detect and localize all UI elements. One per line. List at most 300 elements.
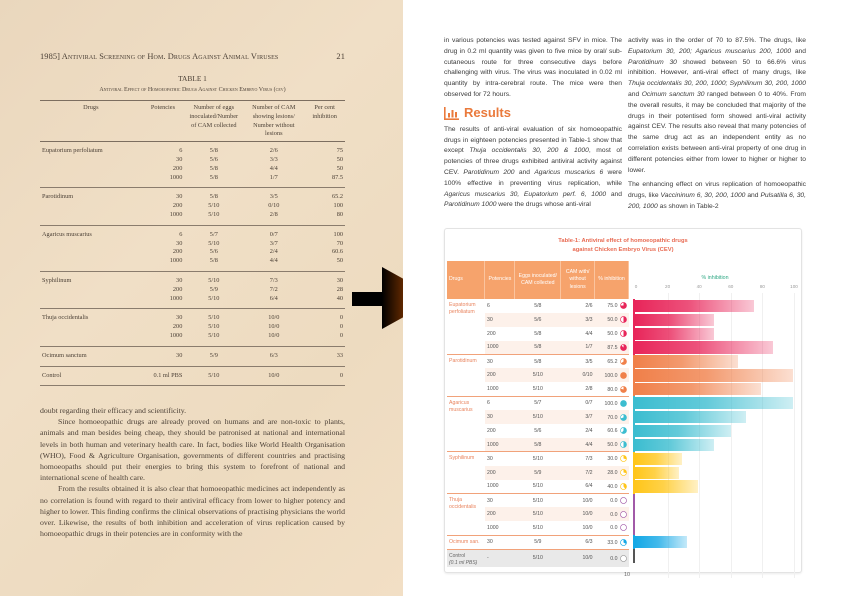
cell-inhibition xyxy=(595,438,629,452)
inhibition-bar xyxy=(635,341,773,353)
scan-cell-inhibition: 70 xyxy=(336,239,343,247)
x-tick-label: 0 xyxy=(634,284,638,289)
cell-potency xyxy=(485,424,515,438)
cell-cam xyxy=(561,424,595,438)
text-run: , most of potencies of three drugs exhibited antiviral activity against CEV. xyxy=(444,147,622,176)
cell-eggs xyxy=(515,327,561,341)
text-run: and xyxy=(514,168,535,176)
italic-text: Agaricus muscarius 6 xyxy=(534,168,604,176)
scan-table-row xyxy=(40,174,345,188)
cell-cam-value: 10/0 xyxy=(582,524,593,531)
cell-inhibition-value: 0.0 xyxy=(610,511,618,518)
scan-cell-eggs: 5/10 xyxy=(184,332,243,346)
cell-inhibition-value: 50.0 xyxy=(607,441,618,448)
scan-table-row xyxy=(40,142,345,156)
cell-eggs-value: 5/8 xyxy=(534,302,542,309)
scan-cell-cam: 6/3 xyxy=(243,346,304,366)
cell-cam xyxy=(561,410,595,424)
header-eggs: Eggs inoculated/ CAM collected xyxy=(515,261,561,299)
cell-inhibition-value: 70.0 xyxy=(607,414,618,421)
inhibition-bar xyxy=(635,328,714,340)
cell-cam xyxy=(561,480,595,494)
inhibition-bar xyxy=(635,453,682,465)
cell-cam xyxy=(561,466,595,480)
cell-cam-value: 10/0 xyxy=(582,497,593,504)
cell-potency-value: - xyxy=(486,555,489,562)
cell-eggs xyxy=(515,452,561,466)
scan-cell-eggs: 5/10 xyxy=(208,276,220,284)
scan-table-row xyxy=(40,295,345,309)
cell-eggs-value: 5/8 xyxy=(534,358,542,365)
scan-cell-inhibition: 100 xyxy=(333,230,343,238)
scan-cell-cam: 2/6 xyxy=(269,147,278,155)
cell-potency xyxy=(485,549,515,567)
scan-cell-inhibition: 80 xyxy=(304,211,345,225)
cell-potency-value: 1000 xyxy=(486,483,499,490)
cell-cam-value: 0/7 xyxy=(585,400,593,407)
cell-potency xyxy=(485,327,515,341)
text-run: were 100% effective in preventing virus replication, while xyxy=(444,168,622,187)
cell-potency-value: 200 xyxy=(486,469,496,476)
cell-potency-value: 1000 xyxy=(486,441,499,448)
cell-inhibition-value: 100.0 xyxy=(604,400,618,407)
cell-cam xyxy=(561,521,595,535)
cell-cam-value: 3/5 xyxy=(585,358,593,365)
cell-inhibition-value: 87.5 xyxy=(607,344,618,351)
pie-indicator-icon xyxy=(620,330,627,337)
scan-cell-potency: 200 xyxy=(172,323,183,331)
scan-cell-drug xyxy=(40,248,142,257)
scan-cell-potency: 30 xyxy=(142,346,185,366)
cell-cam xyxy=(561,341,595,355)
scan-cell-cam: 6/4 xyxy=(243,295,304,309)
table-row xyxy=(447,452,629,466)
inhibition-bar xyxy=(635,467,679,479)
table-row xyxy=(447,355,629,369)
cell-cam-value: 6/3 xyxy=(585,539,593,546)
inhibition-bar xyxy=(635,369,793,381)
scan-cell-cam: 3/3 xyxy=(269,155,278,163)
cell-eggs-value: 5/10 xyxy=(532,555,543,562)
cell-cam-value: 2/8 xyxy=(585,386,593,393)
cell-drug xyxy=(447,549,485,567)
cell-potency xyxy=(485,480,515,494)
cell-inhibition xyxy=(595,313,629,327)
cell-inhibition xyxy=(595,452,629,466)
cell-cam-value: 6/4 xyxy=(585,483,593,490)
scan-cell-inhibition: 60.6 xyxy=(331,248,343,256)
scan-cell-eggs: 5/10 xyxy=(184,211,243,225)
scan-cell-potency: 200 xyxy=(172,285,183,293)
cell-inhibition-value: 0.0 xyxy=(610,498,618,505)
scan-cell-inhibition: 87.5 xyxy=(304,174,345,188)
pie-indicator-icon xyxy=(620,469,627,476)
pie-indicator-icon xyxy=(620,555,627,562)
gridline xyxy=(731,293,732,578)
cell-inhibition-value: 28.0 xyxy=(607,470,618,476)
scan-cell-inhibition: 50 xyxy=(304,257,345,271)
pie-indicator-icon xyxy=(620,524,627,531)
italic-text: Parotidinum 200 xyxy=(463,168,515,176)
cell-eggs-value: 5/10 xyxy=(532,386,543,393)
text-run: ranged between 0 to 40%. From the overall results, it may be concluded that majority of the drugs in their potentised form showed anti-viral activity against CEV. The results also reveal that many potencies of the same drug act as an independent entity as no correlation exists between anti-viral property of one drug in different potencies either from lower to higher or higher to lower. xyxy=(628,90,806,174)
cell-eggs xyxy=(515,535,561,549)
table-title xyxy=(445,237,801,255)
scan-cell-eggs: 5/10 xyxy=(208,202,220,210)
cell-inhibition xyxy=(595,299,629,313)
results-paragraph xyxy=(444,125,622,211)
scan-cell-drug: Parotidinum xyxy=(42,193,74,201)
cell-cam-value: 10/0 xyxy=(582,555,593,562)
cell-potency xyxy=(485,438,515,452)
scan-table-row xyxy=(40,165,345,174)
scan-header-inhibition: Per cent inhibition xyxy=(304,101,345,142)
scan-cell-drug xyxy=(40,332,142,346)
cell-potency-value: 30 xyxy=(486,358,493,365)
scan-cell-potency: 1000 xyxy=(142,174,185,188)
scan-cell-inhibition: 28 xyxy=(336,285,343,293)
cell-inhibition xyxy=(595,424,629,438)
cell-inhibition xyxy=(595,493,629,507)
pie-indicator-icon xyxy=(620,386,627,393)
cell-eggs xyxy=(515,466,561,480)
scan-cell-eggs: 5/9 xyxy=(184,346,243,366)
cell-cam-value: 1/7 xyxy=(585,344,593,351)
scan-cell-inhibition: 100 xyxy=(333,202,343,210)
x-tick-label: 80 xyxy=(759,284,765,289)
header-drugs: Drugs xyxy=(447,261,485,299)
scan-cell-cam: 4/4 xyxy=(269,164,278,172)
scan-cell-cam: 7/3 xyxy=(269,276,278,284)
scan-cell-cam: 10/0 xyxy=(243,332,304,346)
cell-eggs-value: 5/10 xyxy=(532,414,543,421)
cell-cam-value: 7/2 xyxy=(585,469,593,476)
cell-cam xyxy=(561,382,595,396)
cell-potency-value: 200 xyxy=(486,330,496,337)
cell-potency-value: 6 xyxy=(486,302,490,309)
table-card xyxy=(444,228,802,573)
gridline xyxy=(794,293,795,578)
cell-potency xyxy=(485,493,515,507)
scan-table-row xyxy=(40,211,345,225)
cell-eggs-value: 5/6 xyxy=(534,316,542,323)
scan-table-subtitle: Antiviral Effect of Homoeopathic Drugs Against Chicken Embryo Virus (cev) xyxy=(99,87,286,93)
scan-cell-potency: 0.1 ml PBS xyxy=(142,366,185,386)
cell-cam xyxy=(561,299,595,313)
cell-eggs xyxy=(515,424,561,438)
cell-inhibition-value: 80.0 xyxy=(607,386,618,393)
pie-indicator-icon xyxy=(620,483,627,490)
cell-eggs xyxy=(515,549,561,567)
scan-paragraph: Since homoeopathic drugs are already proved on humans and are non-toxic to plants, animals and man besides being cheap, they should be patronised at national and international levels in both human and veterinary health care. In fact, bodies like World Health Organisation (WHO), Food & Agriculture Organisation, governments of different countries and practising homoeopaths should put their energies to bring this system to forefront of national and international scene of health care. xyxy=(40,417,345,483)
enhancing-effect-paragraph xyxy=(628,180,806,212)
cell-inhibition-value: 60.6 xyxy=(607,428,618,435)
scan-cell-eggs: 5/8 xyxy=(209,164,218,172)
scan-table-row xyxy=(40,257,345,271)
scan-cell-cam: 0/7 xyxy=(269,230,278,238)
results-table-body xyxy=(447,299,629,567)
cell-cam-value: 7/3 xyxy=(585,455,593,462)
pie-indicator-icon xyxy=(620,441,627,448)
cell-inhibition xyxy=(595,368,629,382)
pie-indicator-icon xyxy=(620,372,627,379)
cell-potency xyxy=(485,466,515,480)
x-tick-label: 20 xyxy=(665,284,671,289)
control-label: Control xyxy=(449,552,466,559)
x-tick-label: 60 xyxy=(728,284,734,289)
pie-indicator-icon xyxy=(620,400,627,407)
cell-potency xyxy=(485,521,515,535)
results-heading-text: Results xyxy=(464,104,511,120)
running-head xyxy=(40,52,345,61)
scan-cell-drug xyxy=(40,211,142,225)
scan-table-row xyxy=(40,286,345,295)
scan-cell-drug xyxy=(40,295,142,309)
scan-cell-drug: Eupatorium perfoliatum xyxy=(42,147,103,155)
x-tick-label: 100 xyxy=(790,284,798,289)
results-heading xyxy=(444,104,622,120)
cell-inhibition xyxy=(595,327,629,341)
cell-inhibition xyxy=(595,521,629,535)
scan-paragraph: From the results obtained it is also clear that homoeopathic medicines act independently as no correlation is found with regard to their antiviral efficacy from lower to higher potency and higher to lower. This finding confirms the clinical observations of practising physicians the world over. Likewise, the results of both inhibition and acceleration of virus replication caused by homoeopathic drugs in their potencies are in conformity with the xyxy=(40,484,345,539)
inhibition-bar xyxy=(635,411,746,423)
cell-cam xyxy=(561,549,595,567)
inhibition-bar-chart xyxy=(630,261,800,571)
scan-cell-potency: 30 xyxy=(176,314,183,322)
cell-potency-value: 1000 xyxy=(486,344,499,351)
italic-text: Eupatorium 30, 200; Agaricus muscarius 200, 1000 xyxy=(628,47,792,55)
scan-table-caption: TABLE 1 xyxy=(178,74,207,83)
scan-cell-drug xyxy=(40,257,142,271)
scan-table-body xyxy=(40,142,345,386)
scan-cell-potency: 30 xyxy=(176,239,183,247)
cell-cam-value: 3/7 xyxy=(585,414,593,421)
cell-eggs xyxy=(515,313,561,327)
cell-cam-value: 0/10 xyxy=(582,372,593,379)
cell-potency-value: 30 xyxy=(486,455,493,462)
page-number: 10 xyxy=(624,572,631,578)
cell-inhibition xyxy=(595,382,629,396)
cell-eggs xyxy=(515,396,561,410)
scan-cell-cam: 4/4 xyxy=(243,257,304,271)
scan-header-cam: Number of CAM showing lesions/ Number without lesions xyxy=(243,101,304,142)
scan-cell-eggs: 5/8 xyxy=(209,193,218,201)
scan-cell-inhibition: 33 xyxy=(304,346,345,366)
running-head-title: 1985] Antiviral Screening of Hom. Drugs Against Animal Viruses xyxy=(40,52,279,61)
cell-drug: Agaricus muscarius xyxy=(447,396,485,452)
inhibition-bar xyxy=(635,425,731,437)
scan-header-drugs: Drugs xyxy=(40,101,142,142)
cell-inhibition-value: 100.0 xyxy=(604,372,618,379)
scan-cell-inhibition: 0 xyxy=(339,314,343,322)
scan-cell-potency: 200 xyxy=(172,202,183,210)
cell-eggs-value: 5/10 xyxy=(532,372,543,379)
cell-eggs xyxy=(515,521,561,535)
scan-cell-inhibition: 50 xyxy=(336,164,343,172)
text-run: showed between 50 to 66.6% virus inhibition. However, anti-viral effect of many drugs, like xyxy=(628,58,806,77)
cell-eggs xyxy=(515,438,561,452)
scan-cell-inhibition: 30 xyxy=(336,276,343,284)
scan-cell-drug xyxy=(40,156,142,165)
scan-cell-eggs: 5/10 xyxy=(184,366,243,386)
scan-cell-drug: Ocimum sanctum xyxy=(40,346,142,366)
cell-inhibition-value: 40.0 xyxy=(607,483,618,490)
cell-eggs xyxy=(515,410,561,424)
scan-cell-cam: 10/0 xyxy=(268,314,280,322)
cell-potency-value: 1000 xyxy=(486,386,499,393)
inhibition-bar xyxy=(635,300,754,312)
table-row xyxy=(447,549,629,567)
cell-potency-value: 200 xyxy=(486,372,496,379)
scan-cell-eggs: 5/6 xyxy=(209,155,218,163)
header-cam: CAM with/ without lesions xyxy=(561,261,595,299)
scan-table xyxy=(40,100,345,386)
header-potencies: Potencies xyxy=(485,261,515,299)
scan-header-eggs: Number of eggs inoculated/Number of CAM collected xyxy=(184,101,243,142)
cell-potency-value: 200 xyxy=(486,511,496,518)
cell-potency xyxy=(485,535,515,549)
cell-potency xyxy=(485,313,515,327)
scan-cell-drug xyxy=(40,286,142,295)
scan-cell-eggs: 5/9 xyxy=(209,285,218,293)
cell-eggs-value: 5/10 xyxy=(532,511,543,518)
text-run: activity was in the order of 70 to 87.5%. The drugs, like xyxy=(628,37,806,44)
scan-paragraph: doubt regarding their efficacy and scientificity. xyxy=(40,406,187,415)
conclusion-paragraph xyxy=(628,36,806,176)
scan-cell-drug xyxy=(40,174,142,188)
scan-cell-cam: 0/10 xyxy=(268,202,280,210)
scan-table-row xyxy=(40,332,345,346)
intro-paragraph: in various potencies was tested against SFV in mice. The drug in 0.2 ml quantity was given to five mice by oral/ sub-cutaneous route for three consecutive days before challenging with virus. The virus was inoculated in 0.02 ml quantity by intra-cerebral route. The mice were then observed for 72 hours. xyxy=(444,37,622,98)
cell-potency xyxy=(485,341,515,355)
scan-cell-inhibition: 75 xyxy=(336,147,343,155)
cell-cam xyxy=(561,438,595,452)
pie-indicator-icon xyxy=(620,539,627,546)
scan-cell-eggs: 5/8 xyxy=(209,147,218,155)
scan-table-row xyxy=(40,248,345,257)
table-row xyxy=(447,299,629,313)
cell-eggs xyxy=(515,507,561,521)
text-column-right xyxy=(628,36,806,217)
italic-text: Vaccininum 6, 30, 200, 1000 xyxy=(660,192,746,200)
scan-cell-potency: 30 xyxy=(176,155,183,163)
cell-drug: Ocimum san. xyxy=(447,535,485,549)
scan-cell-potency: 6 xyxy=(179,230,183,238)
scan-table-row xyxy=(40,323,345,332)
pie-indicator-icon xyxy=(620,358,627,365)
cell-inhibition xyxy=(595,466,629,480)
cell-drug: Syphilinum xyxy=(447,452,485,494)
scan-cell-eggs: 5/10 xyxy=(208,314,220,322)
text-run: and xyxy=(628,90,642,98)
scan-cell-potency: 1000 xyxy=(142,295,185,309)
cell-inhibition xyxy=(595,341,629,355)
table-row xyxy=(447,396,629,410)
cell-potency-value: 1000 xyxy=(486,524,499,531)
scan-cell-potency: 30 xyxy=(176,193,183,201)
scan-table-row xyxy=(40,202,345,211)
scan-cell-cam: 3/5 xyxy=(269,193,278,201)
inhibition-bar xyxy=(635,397,793,409)
scan-cell-eggs: 5/8 xyxy=(184,174,243,188)
pie-indicator-icon xyxy=(620,455,627,462)
cell-drug: Eupatorium perfoliatum xyxy=(449,302,476,315)
cell-eggs-value: 5/10 xyxy=(532,524,543,531)
pie-indicator-icon xyxy=(620,414,627,421)
cell-inhibition xyxy=(595,410,629,424)
scan-cell-cam: 10/0 xyxy=(268,323,280,331)
italic-text: Parotidinum 1000 xyxy=(444,201,497,209)
cell-eggs-value: 5/8 xyxy=(534,330,542,337)
cell-eggs-value: 5/6 xyxy=(534,427,542,434)
scan-cell-inhibition: 40 xyxy=(304,295,345,309)
scan-cell-potency: 200 xyxy=(172,248,183,256)
scan-cell-drug xyxy=(40,202,142,211)
cell-eggs-value: 5/8 xyxy=(534,441,542,448)
scan-cell-eggs: 5/8 xyxy=(184,257,243,271)
scanned-journal-page xyxy=(0,0,403,596)
cell-cam xyxy=(561,396,595,410)
group-axis-segment xyxy=(633,494,635,536)
scan-cell-inhibition: 0 xyxy=(339,323,343,331)
table-title-line1: Table-1: Antiviral effect of homoeopathic drugs xyxy=(558,238,688,244)
pie-indicator-icon xyxy=(620,302,627,309)
inhibition-bar xyxy=(635,314,714,326)
cell-inhibition-value: 30.0 xyxy=(607,456,618,463)
cell-eggs xyxy=(515,480,561,494)
pie-indicator-icon xyxy=(620,511,627,518)
scan-cell-cam: 1/7 xyxy=(243,174,304,188)
cell-potency-value: 30 xyxy=(486,497,493,504)
scan-cell-inhibition: 50 xyxy=(336,155,343,163)
scan-cell-drug xyxy=(40,323,142,332)
cell-eggs-value: 5/9 xyxy=(534,539,542,546)
text-run: and xyxy=(791,47,806,55)
scan-cell-eggs: 5/10 xyxy=(208,239,220,247)
cell-inhibition xyxy=(595,535,629,549)
scan-cell-cam: 10/0 xyxy=(243,366,304,386)
cell-potency-value: 30 xyxy=(486,414,493,421)
cell-eggs xyxy=(515,299,561,313)
inhibition-bar xyxy=(635,536,687,548)
scan-body-text xyxy=(40,405,345,539)
table-title-line2: against Chicken Embryo Virus (CEV) xyxy=(572,247,674,253)
cell-eggs-value: 5/10 xyxy=(532,455,543,462)
cell-inhibition-value: 0.0 xyxy=(610,555,618,562)
cell-cam-value: 10/0 xyxy=(582,511,593,518)
redesigned-page xyxy=(403,0,842,596)
text-run: as shown in Table-2 xyxy=(657,202,719,210)
control-sub-label: (0.1 ml PBS) xyxy=(449,559,478,566)
cell-potency-value: 200 xyxy=(486,427,496,434)
cell-cam xyxy=(561,313,595,327)
cell-cam-value: 2/6 xyxy=(585,302,593,309)
scan-cell-potency: 1000 xyxy=(142,257,185,271)
cell-eggs-value: 5/10 xyxy=(532,483,543,490)
cell-cam xyxy=(561,327,595,341)
scan-table-row xyxy=(40,188,345,202)
x-tick-label: 40 xyxy=(696,284,702,289)
scan-cell-potency: 30 xyxy=(176,276,183,284)
cell-potency xyxy=(485,382,515,396)
cell-inhibition-value: 65.2 xyxy=(607,359,618,366)
cell-potency-value: 30 xyxy=(486,539,493,546)
italic-text: Pulsatilla 6, 30, 200, 1000 xyxy=(628,192,806,210)
cell-inhibition xyxy=(595,355,629,369)
cell-cam xyxy=(561,535,595,549)
cell-inhibition-value: 75.0 xyxy=(607,303,618,310)
cell-potency xyxy=(485,396,515,410)
